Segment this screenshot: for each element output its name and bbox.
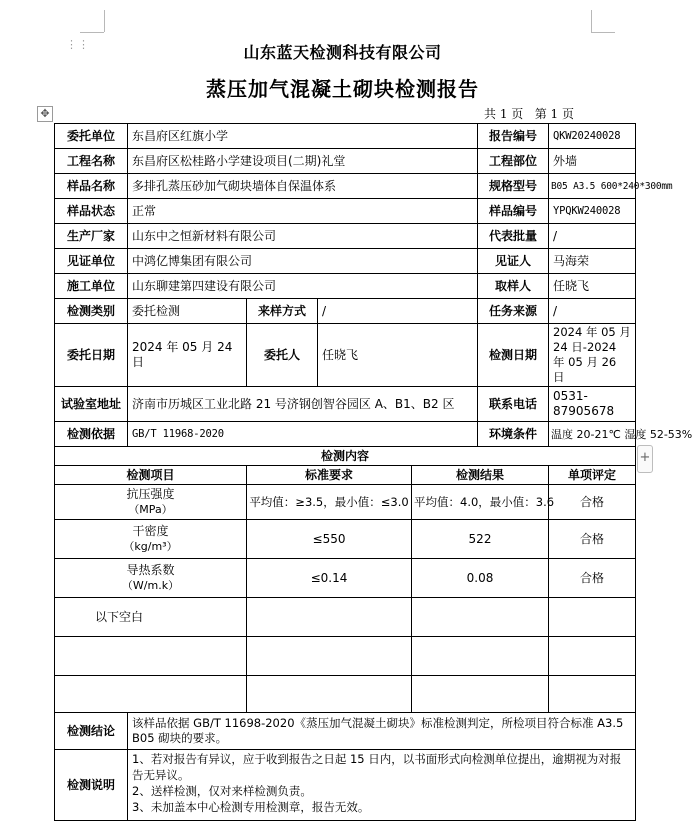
entruster-label: 委托人 [247,324,318,387]
table-row [55,124,636,149]
project-label: 工程名称 [55,149,128,174]
basis-value: GB/T 11968-2020 [128,422,478,447]
empty-cell [412,598,549,637]
witness-unit-value: 中鸿亿博集团有限公司 [128,249,478,274]
item-unit: （kg/m³） [123,540,178,553]
sample-name-value: 多排孔蒸压砂加气砌块墙体自保温体系 [128,174,478,199]
result-standard: 平均值：≥3.5，最小值：≤3.0 [247,485,412,520]
witness-value: 马海荣 [549,249,636,274]
test-date-label: 检测日期 [478,324,549,387]
phone-label: 联系电话 [478,387,549,422]
table-row [55,387,636,422]
blank-note: 以下空白 [55,598,247,637]
column-header: 检测结果 [412,466,549,485]
table-row [55,249,636,274]
note-line: 3、未加盖本中心检测专用检测章，报告无效。 [132,800,370,814]
empty-cell [549,598,636,637]
sample-state-label: 样品状态 [55,199,128,224]
phone-value: 0531-87905678 [549,387,636,422]
result-value: 平均值：4.0，最小值：3.6 [412,485,549,520]
test-date-value: 2024 年 05 月 24 日-2024 年 05 月 26 日 [549,324,636,387]
notes-label: 检测说明 [55,750,128,821]
test-type-value: 委托检测 [128,299,247,324]
conclusion-text: 该样品依据 GB/T 11698-2020《蒸压加气混凝土砌块》标准检测判定，所检项目符合标准 A3.5 B05 砌块的要求。 [128,713,636,750]
empty-cell [247,637,412,676]
margin-corner-mark [104,10,105,32]
table-row [55,199,636,224]
sample-way-label: 来样方式 [247,299,318,324]
client-value: 东昌府区红旗小学 [128,124,478,149]
table-row [55,224,636,249]
result-verdict: 合格 [549,559,636,598]
table-row [55,299,636,324]
sample-no-value: YPQKW240028 [549,199,636,224]
empty-cell [412,676,549,713]
margin-corner-mark [80,32,104,33]
batch-value: / [549,224,636,249]
table-row [55,324,636,387]
add-column-icon[interactable]: + [637,445,653,473]
empty-cell [55,637,247,676]
maker-value: 山东中之恒新材料有限公司 [128,224,478,249]
sample-way-value: / [318,299,478,324]
company-name: 山东蓝天检测科技有限公司 [243,43,442,62]
basis-label: 检测依据 [55,422,128,447]
table-row [55,274,636,299]
task-source-label: 任务来源 [478,299,549,324]
result-row [55,598,636,637]
maker-label: 生产厂家 [55,224,128,249]
result-row [55,637,636,676]
empty-cell [549,676,636,713]
spec-label: 规格型号 [478,174,549,199]
sampler-label: 取样人 [478,274,549,299]
conclusion-row [55,713,636,750]
item-name: 抗压强度 [126,487,175,501]
result-row [55,559,636,598]
entrust-date-label: 委托日期 [55,324,128,387]
note-line: 2、送样检测，仅对来样检测负责。 [132,784,312,798]
table-move-handle-icon[interactable]: ✥ [37,106,53,122]
lab-address-value: 济南市历城区工业北路 21 号济钢创智谷园区 A、B1、B2 区 [128,387,478,422]
project-value: 东昌府区松桂路小学建设项目(二期)礼堂 [128,149,478,174]
result-value: 522 [412,520,549,559]
report-no-label: 报告编号 [478,124,549,149]
conclusion-label: 检测结论 [55,713,128,750]
builder-label: 施工单位 [55,274,128,299]
witness-label: 见证人 [478,249,549,274]
table-row [55,422,636,447]
table-row [55,174,636,199]
result-item [55,520,247,559]
entrust-date-value: 2024 年 05 月 24 日 [128,324,247,387]
margin-corner-mark [591,32,615,33]
sample-no-label: 样品编号 [478,199,549,224]
result-item [55,485,247,520]
env-value: 温度 20-21℃ 湿度 52-53% [549,422,636,447]
item-unit: （W/m.k） [121,579,180,592]
empty-cell [55,676,247,713]
task-source-value: / [549,299,636,324]
page-info: 共 1 页 第 1 页 [484,107,574,121]
result-row [55,520,636,559]
results-header-row [55,466,636,485]
result-standard: ≤550 [247,520,412,559]
empty-cell [412,637,549,676]
result-verdict: 合格 [549,485,636,520]
section-title: 检测内容 [55,447,636,466]
item-unit: （MPa） [128,503,173,516]
result-row [55,676,636,713]
result-standard: ≤0.14 [247,559,412,598]
lab-address-label: 试验室地址 [55,387,128,422]
report-title: 蒸压加气混凝土砌块检测报告 [206,77,479,101]
result-verdict: 合格 [549,520,636,559]
empty-cell [549,637,636,676]
notes-text [128,750,636,821]
spec-value: B05 A3.5 600*240*300mm [549,174,636,199]
table-row [55,149,636,174]
builder-value: 山东聊建第四建设有限公司 [128,274,478,299]
column-header: 检测项目 [55,466,247,485]
item-name: 导热系数 [126,563,175,577]
column-header: 标准要求 [247,466,412,485]
env-label: 环境条件 [478,422,549,447]
entruster-value: 任晓飞 [318,324,478,387]
part-value: 外墙 [549,149,636,174]
result-item [55,559,247,598]
result-row [55,485,636,520]
item-name: 干密度 [132,524,169,538]
drag-handle-icon[interactable]: ⋮⋮ [66,38,90,51]
table-row [55,447,636,466]
margin-corner-mark [591,10,592,32]
client-label: 委托单位 [55,124,128,149]
report-table [54,123,692,821]
notes-row [55,750,636,821]
empty-cell [247,676,412,713]
empty-cell [247,598,412,637]
report-no-value: QKW20240028 [549,124,636,149]
sample-name-label: 样品名称 [55,174,128,199]
result-value: 0.08 [412,559,549,598]
note-line: 1、若对报告有异议，应于收到报告之日起 15 日内，以书面形式向检测单位提出，逾期视为对报告无异议。 [132,752,622,782]
sampler-value: 任晓飞 [549,274,636,299]
test-type-label: 检测类别 [55,299,128,324]
witness-unit-label: 见证单位 [55,249,128,274]
column-header: 单项评定 [549,466,636,485]
part-label: 工程部位 [478,149,549,174]
sample-state-value: 正常 [128,199,478,224]
batch-label: 代表批量 [478,224,549,249]
